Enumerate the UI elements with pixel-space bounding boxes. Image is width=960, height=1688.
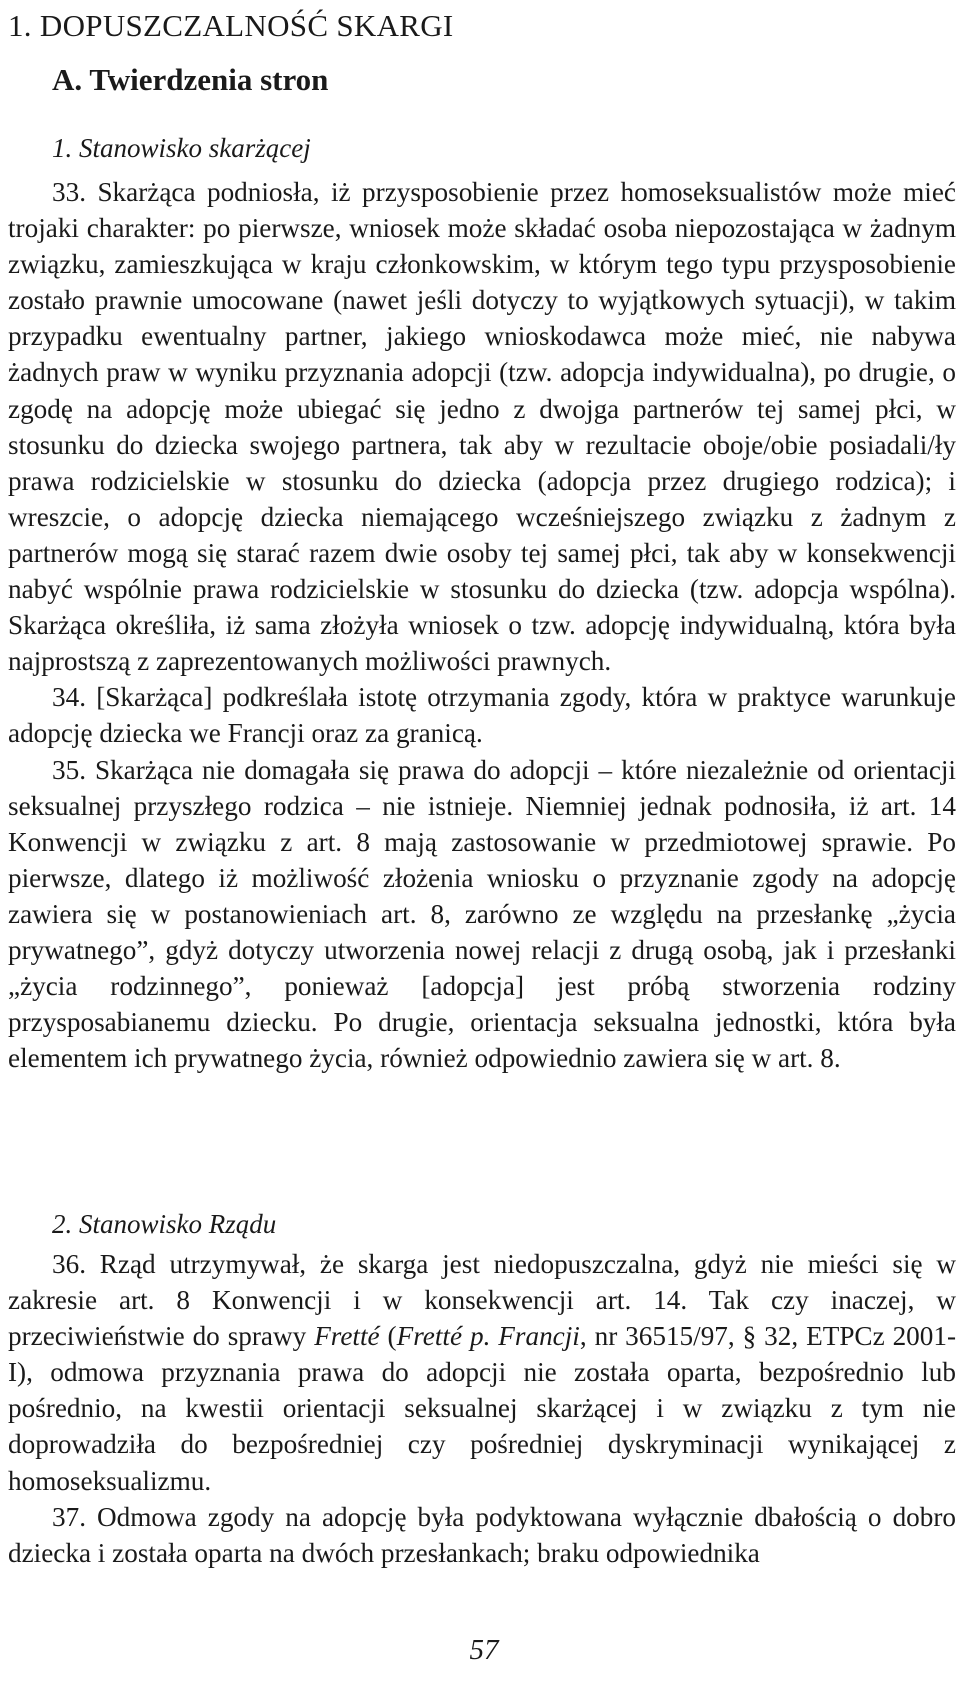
section-sign: §: [742, 1321, 757, 1352]
subsection-heading: A. Twierdzenia stron: [52, 62, 329, 97]
paragraph-36-text-3: , nr 36515/97,: [579, 1321, 743, 1352]
sub-subsection-heading-government: 2. Stanowisko Rządu: [52, 1209, 277, 1239]
paragraph-37: 37. Odmowa zgody na adopcję była podyktowana wyłącznie dbałością o dobro dziecka i została oparta na dwóch przesłankach; braku odpowiednika: [8, 1501, 956, 1568]
paragraph-34: 34. [Skarżąca] podkreślała istotę otrzymania zgody, która w praktyce warunkuje adopcję dziecka we Francji oraz za granicą.: [8, 682, 956, 749]
sub-subsection-heading-applicant: 1. Stanowisko skarżącej: [52, 133, 311, 163]
paragraph-36: [8, 1246, 956, 1499]
paragraph-36-text-4: 32, ETPCz 2001-I), odmowa przyznania prawa do adopcji nie została oparta, bezpośrednio lub pośrednio, na kwestii orientacji seksualnej skarżącej i w związku z tym nie doprowadziła do bezpośredniej czy pośredniej dyskryminacji wynikającej z homoseksualizmu.: [8, 1321, 957, 1496]
page-number: 57: [469, 1634, 499, 1666]
paragraph-36-text-1: 36. Rząd utrzymywał, że skarga jest niedopuszczalna, gdyż nie mieści się w zakresie art. 8 Konwencji i w konsekwencji art. 14. Tak czy inaczej, w przeciwieństwie do sprawy: [8, 1249, 956, 1352]
case-name-frette: Fretté: [314, 1321, 380, 1352]
paragraph-36-text-2: (: [379, 1321, 397, 1352]
section-heading: 1. DOPUSZCZALNOŚĆ SKARGI: [8, 8, 454, 43]
paragraph-35: 35. Skarżąca nie domagała się prawa do adopcji – które niezależnie od orientacji seksualnej przyszłego rodzica – nie istnieje. Niemniej jednak podnosiła, iż art. 14 Konwencji w związku z art. 8 mają zastosowanie w przedmiotowej sprawie. Po pierwsze, dlatego iż możliwość złożenia wniosku o przyznanie zgody na adopcję zawiera się w postanowieniach art. 8, zarówno ze względu na przesłankę „życia prywatnego”, gdyż dotyczy utworzenia nowej relacji z drugą osobą, jak i przesłanki „życia rodzinnego”, ponieważ [adopcja] jest próbą stworzenia rodziny przysposabianemu dziecku. Po drugie, orientacja seksualna jednostki, która była elementem ich prywatnego życia, również odpowiednio zawiera się w art. 8.: [8, 754, 956, 1074]
case-full-name: Fretté p. Francji: [396, 1321, 580, 1352]
paragraph-33: 33. Skarżąca podniosła, iż przysposobienie przez homoseksualistów może mieć trojaki charakter: po pierwsze, wniosek może składać osoba niepozostająca w żadnym związku, zamieszkująca w kraju członkowskim, w którym tego typu przysposobienie zostało prawnie umocowane (nawet jeśli dotyczy to wyjątkowych sytuacji), w takim przypadku ewentualny partner, jakiego wnioskodawca może mieć, nie nabywa żadnych praw w wyniku przyznania adopcji (tzw. adopcja indywidualna), po drugie, o zgodę na adopcję może ubiegać się jedno z dwojga partnerów tej samej płci, w stosunku do dziecka swojego partnera, tak aby w rezultacie oboje/obie posiadali/ły prawa rodzicielskie w stosunku do dziecka (adopcja przez drugiego rodzica); i wreszcie, o adopcję dziecka niemającego wcześniejszego związku z żadnym z partnerów mogą się starać razem dwie osoby tej samej płci, tak aby w konsekwencji nabyć wspólnie prawa rodzicielskie w stosunku do dziecka (tzw. adopcja wspólna). Skarżąca określiła, iż sama złożyła wniosek o tzw. adopcję indywidualną, która była najprostszą z zaprezentowanych możliwości prawnych.: [8, 177, 956, 677]
government-position-paragraphs: [8, 1246, 956, 1571]
applicant-position-paragraphs: [8, 174, 956, 1076]
